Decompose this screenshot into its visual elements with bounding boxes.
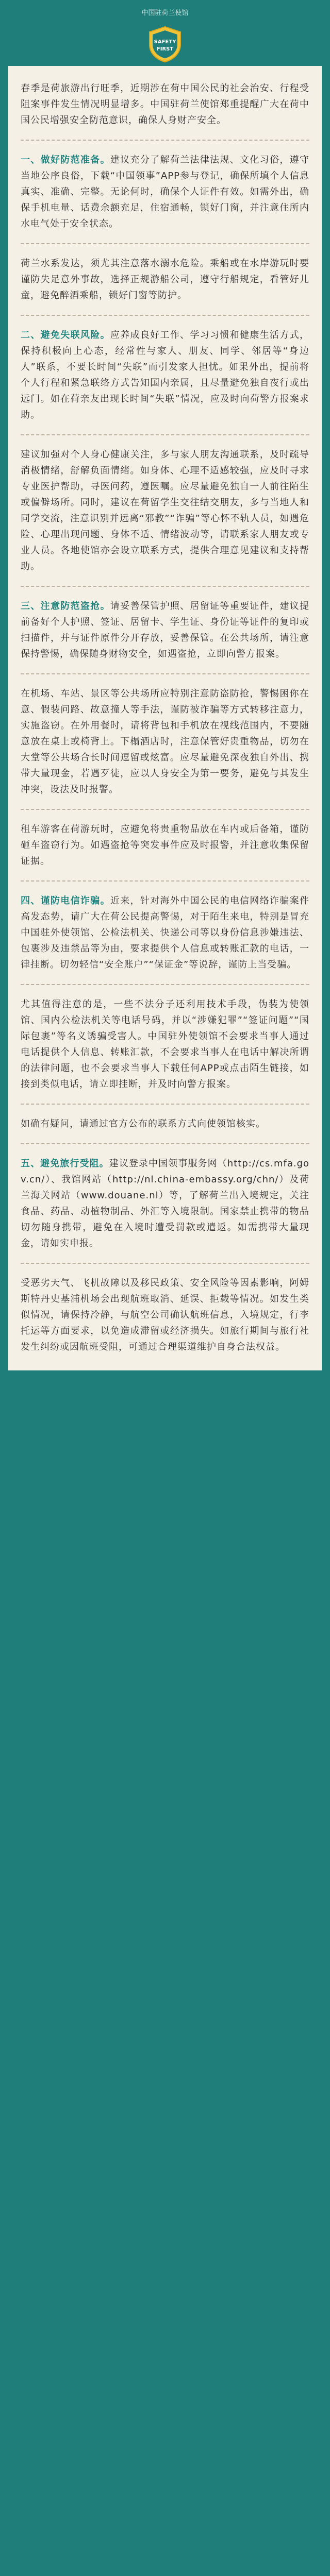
intro-text: 春季是荷旅游出行旺季，近期涉在荷中国公民的社会治安、行程受阻案事件发生情况明显增多。中国驻荷兰使馆郑重提醒广大在荷中国公民增强安全防范意识，确保人身财产安全。 <box>21 83 309 126</box>
section-divider <box>21 140 309 141</box>
section-divider <box>21 1104 309 1105</box>
section-5-extra-paragraph <box>21 1275 309 1355</box>
safety-first-badge-icon <box>145 25 185 64</box>
section-5-paragraph <box>21 1156 309 1251</box>
section-divider <box>21 1143 309 1144</box>
section-divider <box>21 880 309 882</box>
section-3-extra2-text: 租车游客在荷游玩时，应避免将贵重物品放在车内或后备箱，谨防砸车盗窃行为。如遇盗抢等突发事件应及时报警，并注意收集保留证据。 <box>21 824 309 867</box>
section-2-extra-text: 建议加强对个人身心健康关注，多与家人朋友沟通联系，及时疏导消极情绪，舒解负面情绪。如身体、心理不适感较强，应及时寻求专业医护帮助，寻医问药，遵医嘱。应尽量避免独自一人前往陌生或偏僻场所。同时，建议在荷留学生交往结交朋友，多与当地人和同学交流，注意识别并远离“邪教”“诈骗”等心怀不轨人员，如遇危险、心理出现问题、身体不适、情绪波动等，请联系家人朋友或专业人员。各地使馆亦会设立联系方式，提供合理意见建议和支持帮助。 <box>21 449 309 572</box>
section-5-text: 建议登录中国领事服务网（http://cs.mfa.gov.cn/）、我馆网站（http://nl.china-embassy.org/chn/）及荷兰海关网站（www.douane.nl）等，了解荷兰出入境规定，关注食品、药品、动植物制品、外汇等入境限制。国家禁止携带的物品切勿随身携带，避免在入境时遭受罚款或遣返。如需携带大量现金，请如实申报。 <box>21 1158 310 1249</box>
section-3-extra-text: 在机场、车站、景区等公共场所应特别注意防盗防抢，警惕困你在意、假装问路、故意撞人等手法，谨防被诈骗等方式转移注意力，实施盗窃。在外用餐时，请将背包和手机放在视线范围内，不要随意放在桌上或椅背上。下榻酒店时，注意保管好贵重物品，切勿在大堂等公共场合长时间逗留或炫富。应尽量避免深夜独自外出、携带大量现金，若遇歹徒，应以人身安全为第一要务，避免与其发生冲突，设法及时报警。 <box>21 688 309 795</box>
footer-space <box>0 1370 330 1384</box>
section-divider <box>21 243 309 244</box>
section-2-extra-paragraph <box>21 447 309 574</box>
badge-top-text: SAFETY <box>154 39 176 45</box>
section-divider <box>21 1263 309 1264</box>
header-banner <box>0 0 330 66</box>
section-3-extra2-paragraph <box>21 821 309 869</box>
section-divider <box>21 809 309 810</box>
section-divider <box>21 434 309 435</box>
section-divider <box>21 315 309 316</box>
section-4-paragraph <box>21 893 309 973</box>
section-5-heading: 五、避免旅行受阻。 <box>21 1158 109 1169</box>
section-1-heading: 一、做好防范准备。 <box>21 155 110 165</box>
section-4-extra-text: 尤其值得注意的是，一些不法分子还利用技术手段，伪装为使领馆、国内公检法机关等电话号码，并以“涉嫌犯罪”“签证问题”“国际包裹”等名义诱骗受害人。中国驻外使领馆不会要求当事人通过电话提供个人信息、转账汇款，不会要求当事人在电话中解决所谓的法律问题，也不会要求当事人下载任何APP或点击陌生链接，如接到类似电话，请立即挂断，并及时向警方报案。 <box>21 999 309 1090</box>
section-4-extra-paragraph <box>21 996 309 1092</box>
section-3-paragraph <box>21 598 309 662</box>
section-2-paragraph <box>21 327 309 423</box>
badge-bottom-text: FIRST <box>156 46 174 52</box>
section-5-extra-text: 受恶劣天气、飞机故障以及移民政策、安全风险等因素影响，阿姆斯特丹史基浦机场会出现航班取消、延误、拒载等情况。如发生类似情况，请保持冷静，与航空公司确认航班信息，入境规定，行李托运等方面要求，以免造成滞留或经济损失。如旅行期间与旅行社发生纠纷或因航班受阻，可通过合理渠道维护自身合法权益。 <box>21 1278 309 1352</box>
section-divider <box>21 673 309 674</box>
section-2-heading: 二、避免失联风险。 <box>21 330 110 341</box>
section-4-extra2-text: 如确有疑问，请通过官方公布的联系方式向使领馆核实。 <box>21 1118 266 1129</box>
section-1-extra-text: 荷兰水系发达，须尤其注意落水溺水危险。乘船或在水岸游玩时要谨防失足意外事故，选择正规游船公司，遵守行船规定，看管好儿童，避免醉酒乘船，锁好门窗等防护。 <box>21 258 309 301</box>
source-line: 中国驻荷兰使馆 <box>141 9 189 17</box>
section-3-text: 请妥善保管护照、居留证等重要证件，建议提前备好个人护照、签证、居留卡、学生证、身份证等证件的复印或扫描件，并与证件原件分开存放，妥善保管。在公共场所，请注意保持警惕，确保随身财物安全，如遇盗抢，立即向警方报案。 <box>21 601 310 659</box>
section-divider <box>21 586 309 587</box>
advisory-card <box>8 66 322 1370</box>
section-divider <box>21 984 309 985</box>
section-3-heading: 三、注意防范盗抢。 <box>21 601 110 612</box>
intro-paragraph <box>21 80 309 128</box>
section-1-extra-paragraph <box>21 256 309 303</box>
section-1-text: 建议充分了解荷兰法律法规、文化习俗，遵守当地公序良俗，下载“中国领事”APP参与登记，确保所填个人信息真实、准确、完整。无论何时，确保个人证件有效。如需外出，确保手机电量、话费余额充足，住宿通畅，锁好门窗，并注意住所内水电气处于安全状态。 <box>21 155 310 229</box>
section-2-text: 应养成良好工作、学习习惯和健康生活方式，保持积极向上心态，经常性与家人、朋友、同学、邻居等“身边人”联系，不要长时间“失联”而引发家人担忧。如果外出，提前将个人行程和紧急联络方式告知国内亲属，且尽量避免独自夜行或出远门。如在荷亲友出现长时间“失联”情况，应及时向荷警方报案求助。 <box>21 330 310 420</box>
section-4-text: 近来，针对海外中国公民的电信网络诈骗案件高发态势，请广大在荷公民提高警惕，对于陌生来电，特别是冒充中国驻外使领馆、公检法机关、快递公司等以身份信息涉嫌违法、包裹涉及违禁品等为由，要求提供个人信息或转账汇款的电话，一律挂断。切勿轻信“安全账户”“保证金”等说辞，谨防上当受骗。 <box>21 895 310 970</box>
section-3-extra-paragraph <box>21 686 309 798</box>
section-1-paragraph <box>21 152 309 232</box>
section-4-heading: 四、谨防电信诈骗。 <box>21 895 110 906</box>
section-4-extra2-paragraph <box>21 1116 309 1132</box>
